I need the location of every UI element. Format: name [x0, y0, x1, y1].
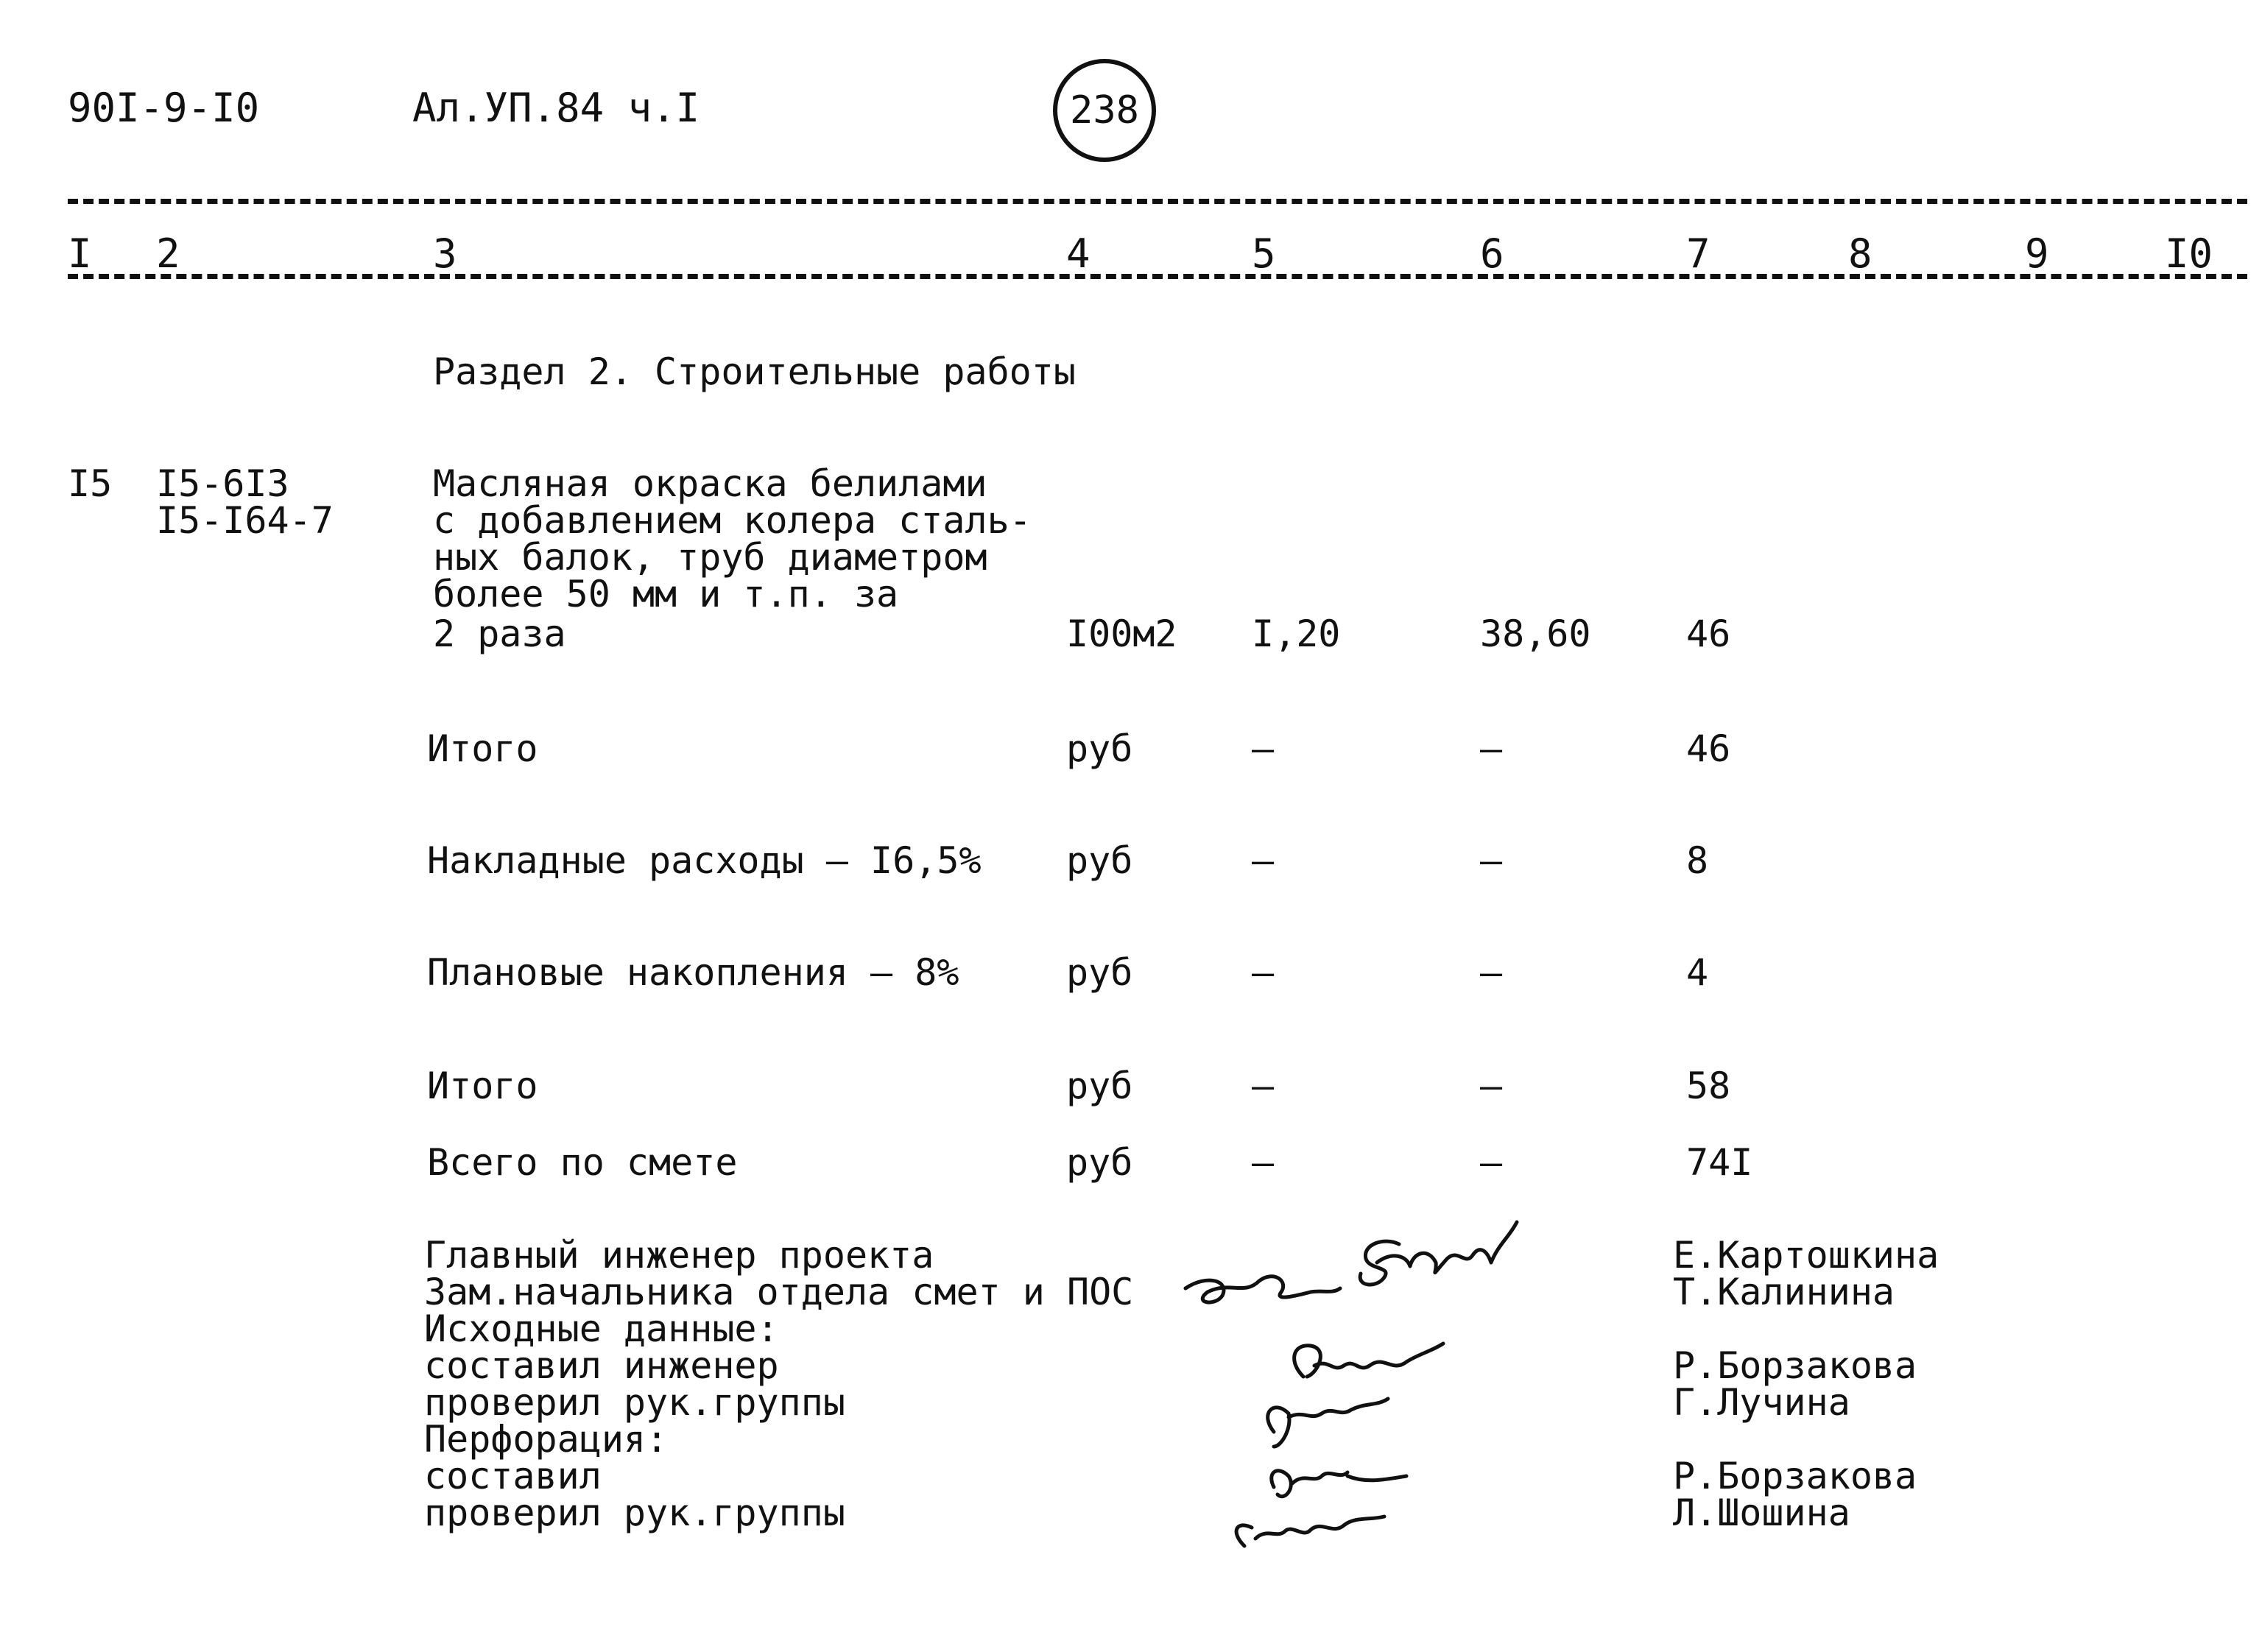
col-num-1: I — [68, 230, 92, 277]
col-num-7: 7 — [1686, 230, 1710, 277]
row-label: Итого — [427, 727, 538, 770]
top-dashed-rule — [68, 199, 2247, 204]
column-dashed-rule — [68, 274, 2247, 279]
row-label: Плановые накопления – 8% — [427, 951, 959, 994]
row-col5: – — [1252, 1141, 1275, 1184]
role-checked-group-lead: проверил рук.группы — [424, 1381, 845, 1424]
item-total: 46 — [1686, 613, 1731, 655]
item-number: I5 — [68, 462, 113, 505]
item-code-1: I5-6I3 — [156, 462, 289, 505]
item-desc-line-4: более 50 мм и т.п. за — [433, 573, 899, 615]
row-col6: – — [1480, 839, 1503, 882]
role-compiled-engineer: составил инженер — [424, 1344, 779, 1387]
row-col5: – — [1252, 951, 1275, 994]
col-num-6: 6 — [1480, 230, 1504, 277]
row-col6: – — [1480, 1141, 1503, 1184]
row-col6: – — [1480, 1065, 1503, 1107]
role-compiled: составил — [424, 1455, 602, 1497]
row-unit: руб — [1066, 839, 1133, 882]
role-chief-engineer: Главный инженер проекта — [424, 1234, 934, 1277]
col-num-4: 4 — [1066, 230, 1091, 277]
album-ref: Ал.УП.84 ч.I — [412, 85, 700, 131]
handwritten-signatures — [1163, 1193, 1561, 1590]
name-kartoshkina: Е.Картошкина — [1673, 1234, 1939, 1277]
row-col5: – — [1252, 839, 1275, 882]
item-desc-line-2: с добавлением колера сталь- — [433, 499, 1032, 542]
role-checked-group-lead-2: проверил рук.группы — [424, 1492, 845, 1534]
item-code-2: I5-I64-7 — [156, 499, 334, 542]
name-kalinina: Т.Калинина — [1673, 1271, 1895, 1313]
role-deputy-head: Зам.начальника отдела смет и ПОС — [424, 1271, 1134, 1313]
row-unit: руб — [1066, 951, 1133, 994]
row-col7: 46 — [1686, 727, 1731, 770]
role-perforation: Перфорация: — [424, 1418, 669, 1461]
name-shoshina: Л.Шошина — [1673, 1492, 1850, 1534]
row-label: Всего по смете — [427, 1141, 738, 1184]
doc-code: 90I-9-I0 — [68, 85, 260, 131]
section-title: Раздел 2. Строительные работы — [433, 350, 1076, 393]
name-borzakova-2: Р.Борзакова — [1673, 1455, 1917, 1497]
item-desc-line-3: ных балок, труб диаметром — [433, 536, 987, 579]
row-col6: – — [1480, 727, 1503, 770]
row-label: Итого — [427, 1065, 538, 1107]
name-borzakova: Р.Борзакова — [1673, 1344, 1917, 1387]
row-col7: 58 — [1686, 1065, 1731, 1107]
row-col7: 4 — [1686, 951, 1709, 994]
role-source-data: Исходные данные: — [424, 1307, 779, 1350]
name-luchina: Г.Лучина — [1673, 1381, 1850, 1424]
item-price: 38,60 — [1480, 613, 1591, 655]
page-number-circle — [1053, 59, 1156, 162]
row-unit: руб — [1066, 1141, 1133, 1184]
col-num-10: I0 — [2165, 230, 2213, 277]
row-unit: руб — [1066, 1065, 1133, 1107]
item-desc-line-5: 2 раза — [433, 613, 566, 655]
col-num-5: 5 — [1252, 230, 1276, 277]
col-num-3: 3 — [433, 230, 457, 277]
item-unit: I00м2 — [1066, 613, 1177, 655]
row-unit: руб — [1066, 727, 1133, 770]
row-col7: 8 — [1686, 839, 1709, 882]
row-col5: – — [1252, 727, 1275, 770]
item-desc-line-1: Масляная окраска белилами — [433, 462, 987, 505]
col-num-2: 2 — [156, 230, 180, 277]
row-col6: – — [1480, 951, 1503, 994]
page-number: 238 — [1070, 88, 1139, 133]
row-col7: 74I — [1686, 1141, 1753, 1184]
row-col5: – — [1252, 1065, 1275, 1107]
col-num-9: 9 — [2025, 230, 2049, 277]
row-label: Накладные расходы – I6,5% — [427, 839, 982, 882]
item-qty: I,20 — [1252, 613, 1341, 655]
col-num-8: 8 — [1848, 230, 1872, 277]
